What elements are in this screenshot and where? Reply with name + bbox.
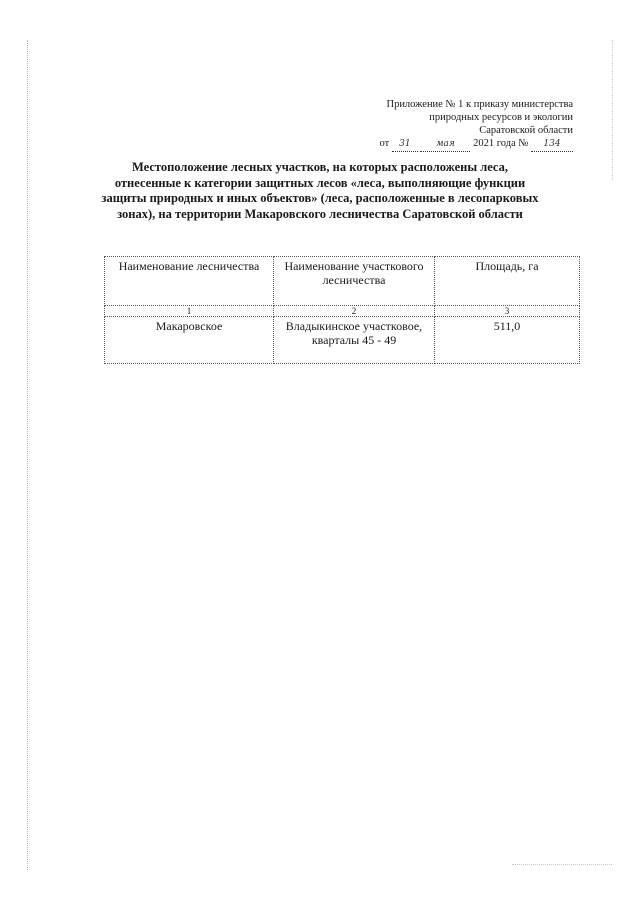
- scan-edge-right: [612, 40, 613, 180]
- appendix-line-3: Саратовской области: [479, 125, 573, 136]
- cell-district-forestry: Владыкинское участковое, кварталы 45 - 49: [274, 317, 435, 364]
- appendix-line-2: природных ресурсов и экологии: [429, 112, 573, 123]
- table-row: [105, 317, 580, 364]
- cell-area: 511,0: [435, 317, 580, 364]
- table-header-row: [105, 257, 580, 306]
- appendix-date-line: [340, 137, 573, 152]
- appendix-note: [340, 98, 573, 152]
- scan-edge-bottom: [512, 864, 612, 865]
- column-number-row: [105, 306, 580, 317]
- date-day: 31: [392, 138, 418, 152]
- column-number: 1: [105, 306, 274, 317]
- header-forestry: Наименование лесничества: [105, 257, 274, 306]
- header-district-forestry: Наименование участкового лесничества: [274, 257, 435, 306]
- date-month: мая: [420, 138, 470, 152]
- from-label: от: [379, 138, 390, 149]
- appendix-line-1: Приложение № 1 к приказу министерства: [386, 99, 573, 110]
- column-number: 3: [435, 306, 580, 317]
- scan-edge-left: [27, 40, 28, 870]
- document-title: Местоположение лесных участков, на которых расположены леса, отнесенные к категории защитных лесов «леса, выполняющие функции защиты природных и иных объектов» (леса, расположенные в лесопарковых зонах), на территории Макаровского лесничества Саратовской области: [101, 160, 539, 221]
- cell-forestry: Макаровское: [105, 317, 274, 364]
- order-number: 134: [531, 138, 573, 152]
- column-number: 2: [274, 306, 435, 317]
- year-label: 2021 года №: [473, 138, 529, 149]
- forest-table: [104, 256, 580, 364]
- header-area: Площадь, га: [435, 257, 580, 306]
